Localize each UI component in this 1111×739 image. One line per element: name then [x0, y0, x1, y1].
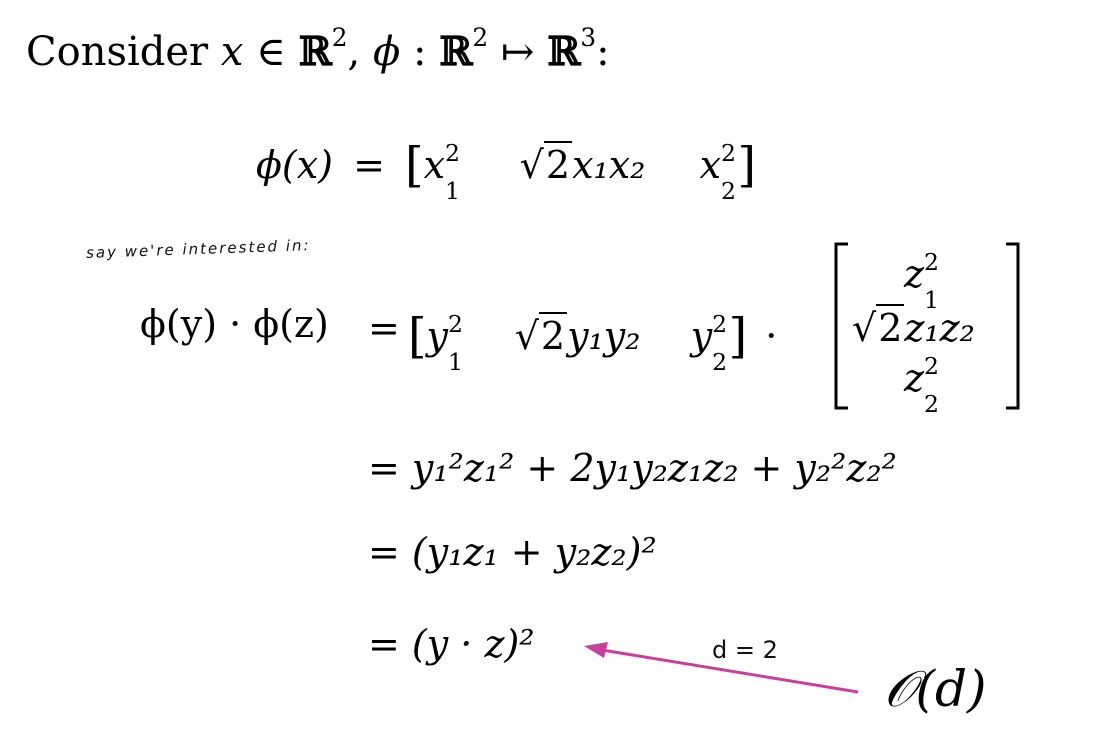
feature-map-equation: ϕ(x) = [x 2 1 √2x₁x₂ x 2 2 ] — [256, 137, 757, 205]
annotation-arrow — [578, 632, 868, 702]
column-bottom: z 2 2 — [904, 352, 940, 418]
cross-term: x₁x₂ — [572, 143, 646, 187]
row-left-bracket: [ — [408, 308, 427, 364]
dimension-2-domain: 2 — [472, 23, 489, 53]
var-x: x — [220, 29, 244, 75]
column-middle: √2z₁z₂ — [852, 306, 975, 350]
x1-squared: x — [423, 143, 445, 187]
column-top: z 2 1 — [904, 248, 940, 314]
mapsto-symbol: ↦ — [500, 29, 535, 75]
reals-symbol-domain: ℝ — [439, 28, 473, 75]
dot-product-equals: = — [368, 306, 400, 350]
row-sqrt-two: √2 — [514, 314, 566, 358]
x2-squared: x — [699, 143, 722, 187]
element-of-symbol: ∈ — [256, 29, 286, 75]
dimension-3: 3 — [580, 23, 597, 53]
end-colon: : — [596, 29, 610, 75]
row-vector: [y 2 1 √2y₁y₂ y 2 2 ] · — [408, 308, 778, 376]
equals-sign: = — [353, 143, 385, 187]
intro-label: Consider — [26, 29, 209, 75]
colon: : — [412, 29, 427, 75]
sqrt-two: √2 — [519, 143, 571, 187]
feature-map-lhs: ϕ(x) — [256, 143, 333, 187]
dimension-2: 2 — [331, 23, 348, 53]
comma: , — [347, 29, 361, 75]
right-bracket: ] — [737, 137, 757, 193]
phi-symbol: ϕ — [372, 29, 401, 75]
handwritten-note: say we're interested in: — [85, 236, 311, 262]
step-factored: = (y₁z₁ + y₂z₂)² — [368, 530, 657, 574]
row-right-bracket: ] — [728, 308, 748, 364]
reals-symbol: ℝ — [298, 28, 332, 75]
big-o-complexity: 𝒪(d) — [884, 660, 987, 718]
row-y2-squared: y — [690, 314, 713, 358]
dot-operator: · — [765, 314, 778, 358]
reals-symbol-codomain: ℝ — [547, 28, 581, 75]
row-y1-squared: y — [426, 314, 449, 358]
row-cross-term: y₁y₂ — [567, 314, 641, 358]
dot-product-lhs: ϕ(y) · ϕ(z) — [140, 302, 329, 346]
intro-line — [26, 23, 610, 75]
left-bracket: [ — [405, 137, 424, 193]
step-dot-squared: = (y · z)² — [368, 622, 535, 666]
dimension-label: d = 2 — [712, 636, 778, 664]
step-expansion: = y₁²z₁² + 2y₁y₂z₁z₂ + y₂²z₂² — [368, 446, 897, 490]
